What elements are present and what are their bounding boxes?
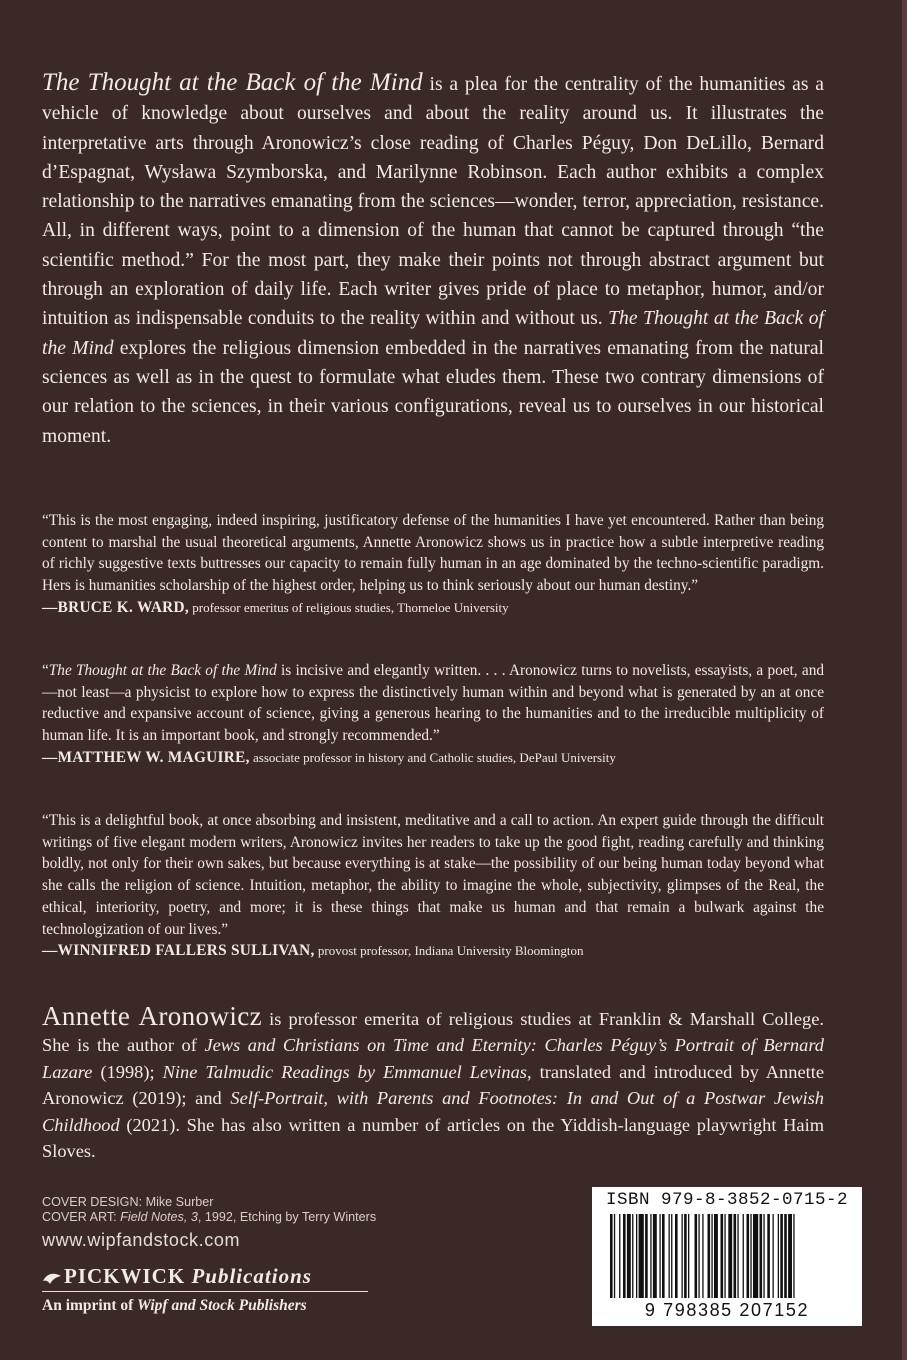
- barcode-bar: [682, 1214, 683, 1298]
- barcode-bar: [767, 1214, 770, 1298]
- barcode-bar: [743, 1214, 744, 1298]
- barcode-bar: [662, 1214, 665, 1298]
- endorsement-2: [42, 660, 824, 769]
- barcode-bar: [763, 1214, 764, 1298]
- barcode-bar: [614, 1214, 615, 1298]
- barcode-bar: [793, 1214, 794, 1298]
- barcode-bar: [714, 1214, 718, 1298]
- endorser-name: —WINNIFRED FALLERS SULLIVAN,: [42, 942, 315, 960]
- barcode-bar: [688, 1214, 689, 1298]
- barcode-bar: [650, 1214, 651, 1298]
- barcode-bar: [734, 1214, 737, 1298]
- bio-text: (2021). She has also written a number of articles on the Yiddish-language playwright Haim Sloves.: [42, 1114, 824, 1162]
- publisher-divider: [42, 1291, 368, 1292]
- barcode-bar: [711, 1214, 712, 1298]
- bio-text: , translated and introduced by Annette Aronowicz (2019); and: [42, 1061, 824, 1109]
- book-title-inline: The Thought at the Back of the Mind: [42, 308, 824, 359]
- credit-label: COVER DESIGN:: [42, 1195, 143, 1209]
- barcode-bar: [639, 1214, 644, 1298]
- isbn-barcode: [592, 1187, 862, 1326]
- barcode-bar: [645, 1214, 648, 1298]
- barcode-bar: [760, 1214, 763, 1298]
- blurb-text-part2: explores the religious dimension embedded in the narratives emanating from the natural sciences as well as in the quest to formulate what eludes them. These two contrary dimensions of our relation to the sciences, in their various configurations, reveal us to ourselves in our historical moment.: [42, 337, 824, 447]
- barcode-bar: [636, 1214, 637, 1298]
- publisher-name-suffix: Publications: [191, 1264, 312, 1288]
- barcode-bar: [702, 1214, 703, 1298]
- barcode-bar: [659, 1214, 660, 1298]
- barcode-bar: [695, 1214, 698, 1298]
- endorser-name: —MATTHEW W. MAGUIRE,: [42, 748, 250, 766]
- endorsement-3: [42, 810, 824, 962]
- author-name: Annette Aronowicz: [42, 1001, 263, 1031]
- barcode-bar: [750, 1214, 751, 1298]
- pickwick-bird-icon: [42, 1271, 62, 1285]
- barcode-digits: 9 798385 207152: [644, 1300, 810, 1320]
- barcode-bar: [708, 1214, 711, 1298]
- barcode-bar: [747, 1214, 750, 1298]
- credit-value: , 1992, Etching by Terry Winters: [197, 1210, 377, 1224]
- publisher-logo: [42, 1264, 312, 1289]
- book-title-inline: The Thought at the Back of the Mind: [48, 662, 277, 679]
- spine-edge: [902, 0, 907, 1360]
- bio-text: is professor emerita of religious studies at Franklin & Marshall College. She is the author of: [42, 1009, 824, 1056]
- barcode-bar: [773, 1214, 774, 1298]
- endorsement-text: “This is the most engaging, indeed inspiring, justificatory defense of the humanities I have yet encountered. Rather than being content to marshal the usual theoretical arguments, Annette Aronowicz shows us in practice how a subtle interpretive reading of richly suggestive texts buttresses our capacity to remain fully human in an age dominated by the techno-scientific paradigm. Hers is humanities scholarship of the highest order, helping us to think seriously about our human destiny.”: [42, 512, 824, 595]
- description-blurb: [42, 68, 824, 451]
- barcode-bar: [632, 1214, 633, 1298]
- barcode-bar: [737, 1214, 738, 1298]
- endorser-affiliation: provost professor, Indiana University Bloomington: [314, 943, 584, 959]
- barcode-bar: [684, 1214, 687, 1298]
- book-title-lead: The Thought at the Back of the Mind: [42, 69, 423, 96]
- barcode-bar: [780, 1214, 783, 1298]
- bio-text: (1998);: [92, 1061, 163, 1082]
- barcode-bar: [623, 1214, 626, 1298]
- cover-design-credit: [42, 1195, 376, 1210]
- barcode-bar: [724, 1214, 725, 1298]
- barcode-bar: [669, 1214, 670, 1298]
- endorser-affiliation: associate professor in history and Catholic studies, DePaul University: [249, 749, 616, 765]
- imprint-line: [42, 1297, 307, 1315]
- book-title: Self-Portrait, with Parents and Footnotes: In and Out of a Postwar Jewish Childhood: [42, 1088, 824, 1135]
- barcode-bar: [753, 1214, 758, 1298]
- credit-label: COVER ART:: [42, 1210, 117, 1224]
- endorsement-1: [42, 510, 824, 619]
- barcode-bar: [788, 1214, 792, 1298]
- endorsement-text: “This is a delightful book, at once absorbing and insistent, meditative and a call to action. An expert guide through the difficult writings of five elegant modern writers, Aronowicz invites her readers to take up the good fight, reading carefully and thinking boldly, not only for their own sakes, but because everything is at stake—the possibility of our being human today beyond what she calls the religion of science. Intuition, metaphor, the ability to imagine the whole, subjectivity, glimpses of the Real, the ethical, interiority, poetry, and more; it is these things that make us human and that remain a bulwark against the technologization of our lives.”: [42, 812, 824, 938]
- barcode-bar: [653, 1214, 657, 1298]
- book-title: Nine Talmudic Readings by Emmanuel Levinas: [162, 1061, 527, 1082]
- imprint-name: Wipf and Stock Publishers: [137, 1297, 307, 1314]
- artwork-title: Field Notes, 3: [120, 1210, 198, 1224]
- barcode-bar: [778, 1214, 779, 1298]
- endorser-affiliation: professor emeritus of religious studies, Thorneloe University: [189, 599, 509, 615]
- isbn-label: ISBN 979-8-3852-0715-2: [605, 1190, 849, 1210]
- credit-value: Mike Surber: [142, 1195, 214, 1209]
- barcode-bar: [610, 1214, 613, 1298]
- endorsement-attribution: [42, 597, 824, 619]
- publisher-website[interactable]: www.wipfandstock.com: [42, 1230, 241, 1250]
- barcode-bar: [784, 1214, 787, 1298]
- quote-open-mark: “: [42, 662, 49, 679]
- blurb-text-part1: is a plea for the centrality of the humanities as a vehicle of knowledge about ourselves and about the reality around us. It illustrates the interpretative arts through Aronowicz’s close reading of Charles Péguy, Don DeLillo, Bernard d’Espagnat, Wysława Szymborska, and Marilynne Robinson. Each author exhibits a complex relationship to the narratives emanating from the sciences—wonder, terror, appreciation, resistance. All, in different ways, point to a dimension of the human that cannot be captured through “the scientific method.” For the most part, they make their points not through abstract argument but through an exploration of daily life. Each writer gives pride of place to metaphor, humor, and/or intuition as indispensable conduits to the reality within and without us.: [42, 74, 825, 330]
- barcode-bar: [728, 1214, 732, 1298]
- barcode-bar: [675, 1214, 678, 1298]
- endorsement-attribution: [42, 940, 824, 962]
- endorsement-text: is incisive and elegantly written. . . . Aronowicz turns to novelists, essayists, a poet, and—not least—a physicist to explore how to express the distinctively human within and beyond what is generated by an at once reductive and expansive account of science, giving a generous hearing to the humanities and to the irreducible multiplicity of human life. It is an important book, and strongly recommended.”: [42, 662, 824, 745]
- cover-art-credit: [42, 1210, 376, 1225]
- author-bio: [42, 1003, 824, 1164]
- barcode-bar: [627, 1214, 631, 1298]
- endorsement-attribution: [42, 747, 824, 769]
- endorser-name: —BRUCE K. WARD,: [42, 598, 190, 616]
- cover-credits: [42, 1195, 376, 1225]
- barcode-bar: [721, 1214, 724, 1298]
- book-title: Jews and Christians on Time and Eternity: Charles Péguy’s Portrait of Bernard Lazare: [42, 1035, 824, 1082]
- barcode-bar: [671, 1214, 672, 1298]
- imprint-prefix: An imprint of: [42, 1297, 138, 1314]
- barcode-bar: [619, 1214, 620, 1298]
- publisher-name: PICKWICK: [64, 1264, 186, 1288]
- barcode-bar: [698, 1214, 699, 1298]
- barcode-bars: [592, 1214, 862, 1300]
